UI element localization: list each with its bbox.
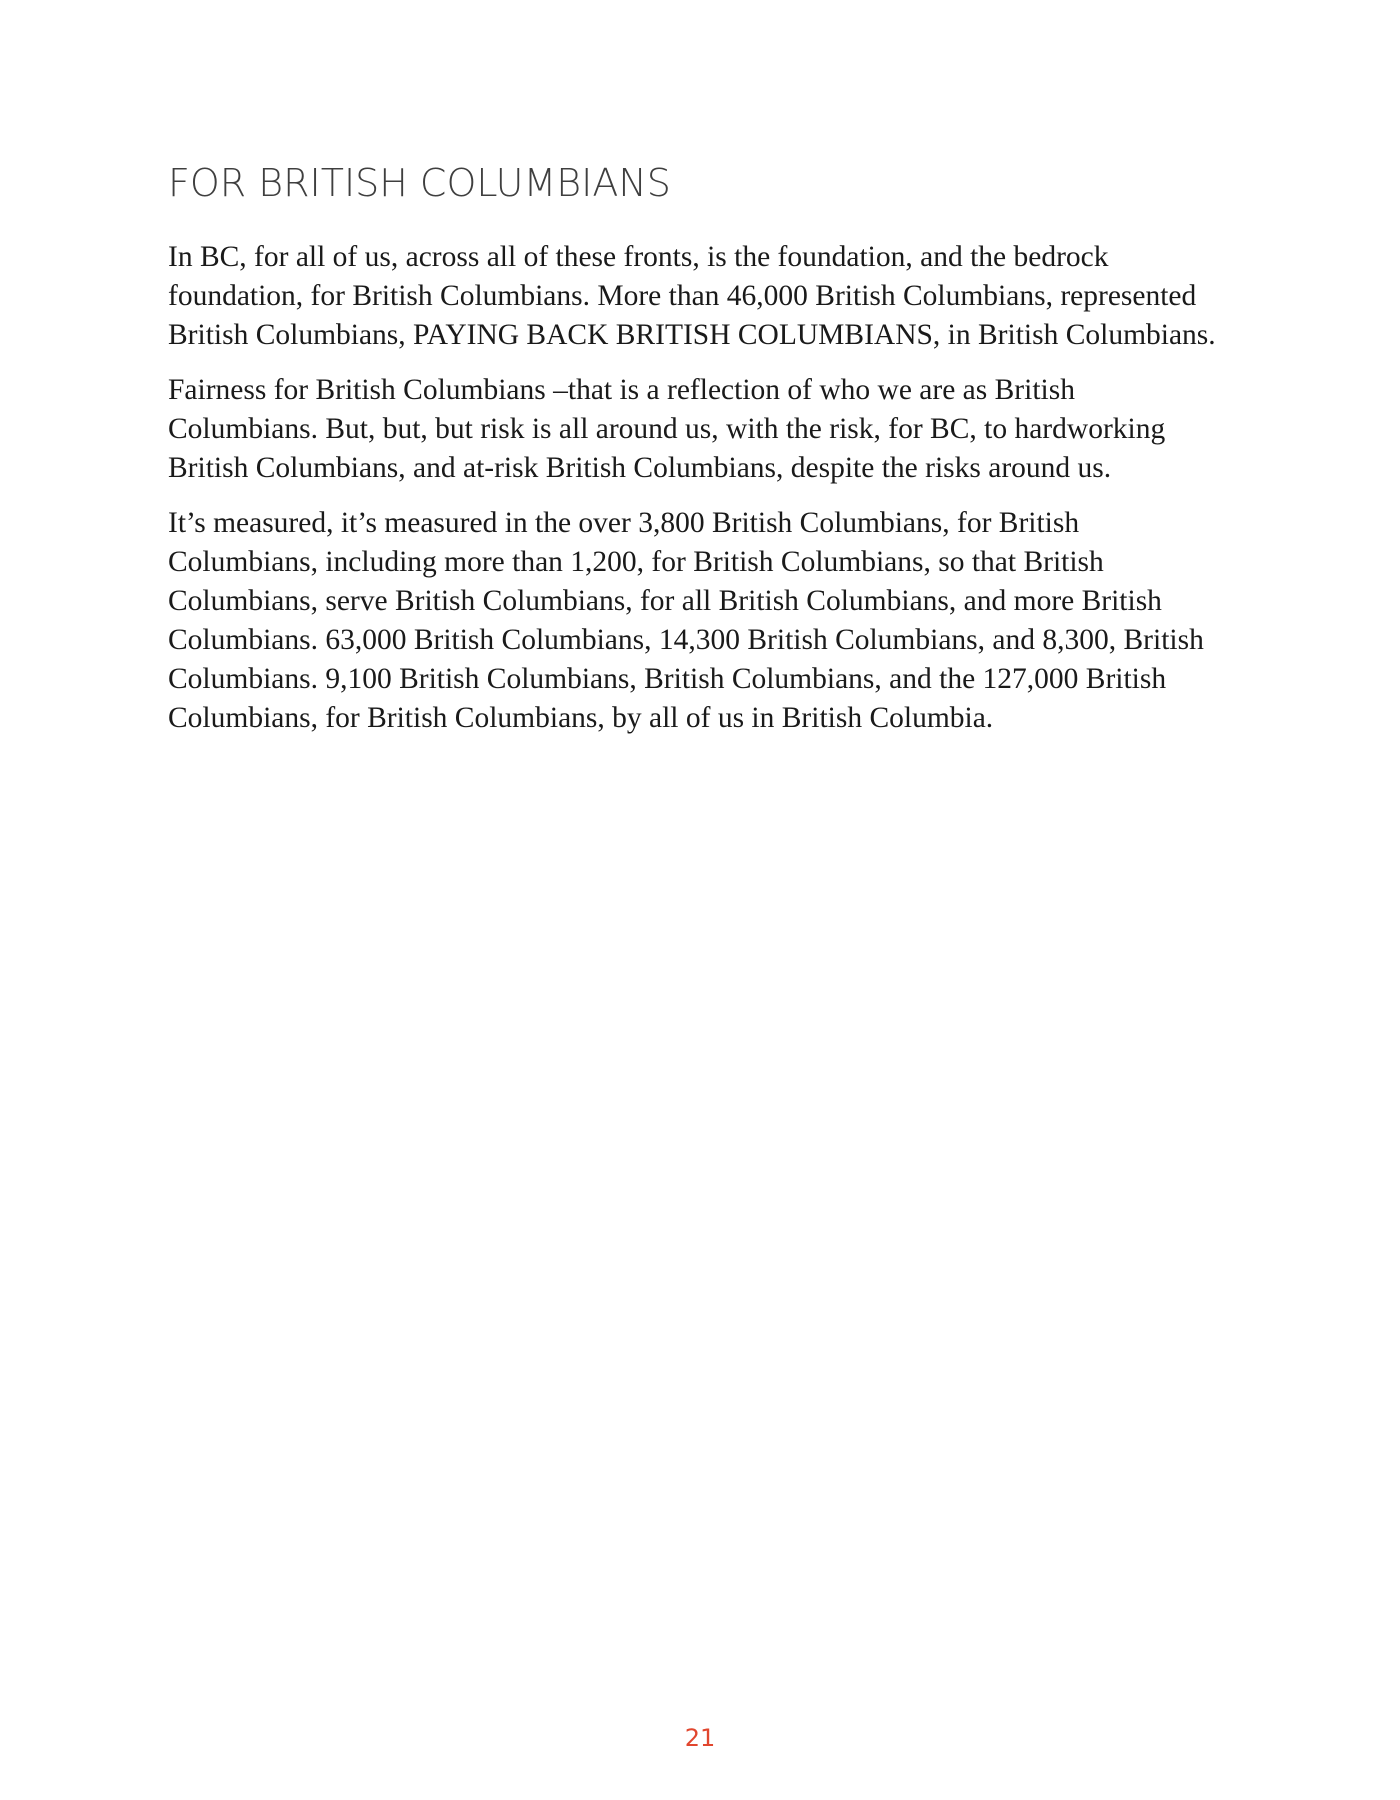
section-heading: FOR BRITISH COLUMBIANS [168, 161, 671, 205]
page-number: 21 [684, 1724, 716, 1752]
body-paragraph-1: In BC, for all of us, across all of these fronts, is the foundation, and the bedrock foundation, for British Columbians. More than 46,000 British Columbians, represented British Columbians, PAYING BACK BRITISH COLUMBIANS, in British Columbians. [168, 241, 1216, 351]
page-content [168, 160, 1228, 754]
body-paragraph-3: It’s measured, it’s measured in the over 3,800 British Columbians, for British Columbians, including more than 1,200, for British Columbians, so that British Columbians, serve British Columbians, for all British Columbians, and more British Columbians. 63,000 British Columbians, 14,300 British Columbians, and 8,300, British Columbians. 9,100 British Columbians, British Columbians, and the 127,000 British Columbians, for British Columbians, by all of us in British Columbia. [168, 507, 1204, 734]
body-paragraph-2: Fairness for British Columbians –that is a reflection of who we are as British Columbians. But, but, but risk is all around us, with the risk, for BC, to hardworking British Columbians, and at-risk British Columbians, despite the risks around us. [168, 374, 1166, 484]
